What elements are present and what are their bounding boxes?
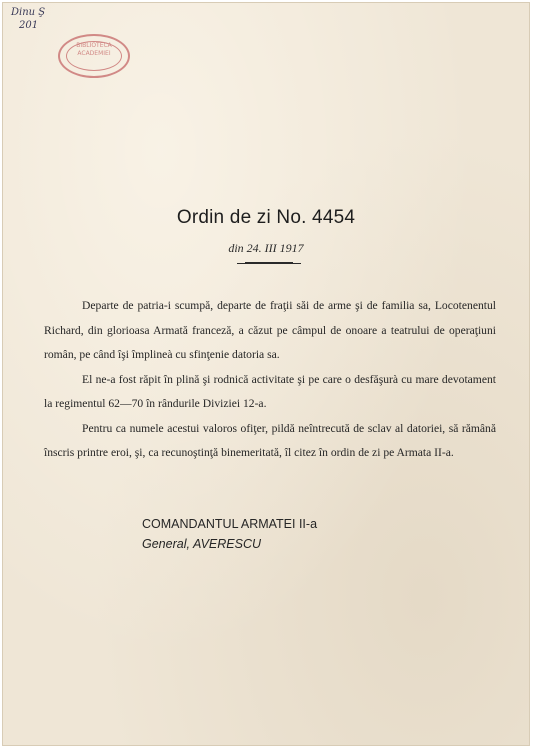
document-date: din 24. III 1917 <box>228 241 304 255</box>
signature-title: COMANDANTUL ARMATEI II-a <box>142 517 318 531</box>
stamp-text-bottom: ACADEMIEI <box>77 50 111 57</box>
paragraph: El ne-a fost răpit în plină şi rodnică activitate şi pe care o desfăşurà cu mare devotament la regimentul 62—70 în rândurile Diviziei 12-a. <box>44 372 496 410</box>
document-page <box>2 2 530 746</box>
signature-name: General, AVERESCU <box>142 537 262 551</box>
handwritten-note-line-2: 201 <box>19 20 39 31</box>
stamp-text-top: BIBLIOTECA <box>76 42 112 49</box>
signature-block <box>142 514 317 554</box>
title-divider <box>245 262 293 264</box>
library-stamp <box>58 34 130 78</box>
paragraph: Pentru ca numele acestui valoros ofiţer, pildă neîntrecută de sclav al datoriei, să rămână înscris printre eroi, şi, ca recunoştinţă binemeritată, îl citez în ordin de zi pe Armata II-a. <box>44 421 496 459</box>
paragraph: Departe de patria-i scumpă, departe de fraţii săi de arme şi de familia sa, Locotenentul Richard, din glorioasa Armată franceză, a căzut pe câmpul de onoare a teatrului de operaţiuni român, pe când îşi împlineà cu sfinţenie datoria sa. <box>44 299 496 361</box>
handwritten-note <box>11 6 45 32</box>
handwritten-note-line-1: Dinu Ş <box>11 7 46 18</box>
document-title: Ordin de zi No. 4454 <box>176 207 356 228</box>
document-body <box>44 294 496 466</box>
